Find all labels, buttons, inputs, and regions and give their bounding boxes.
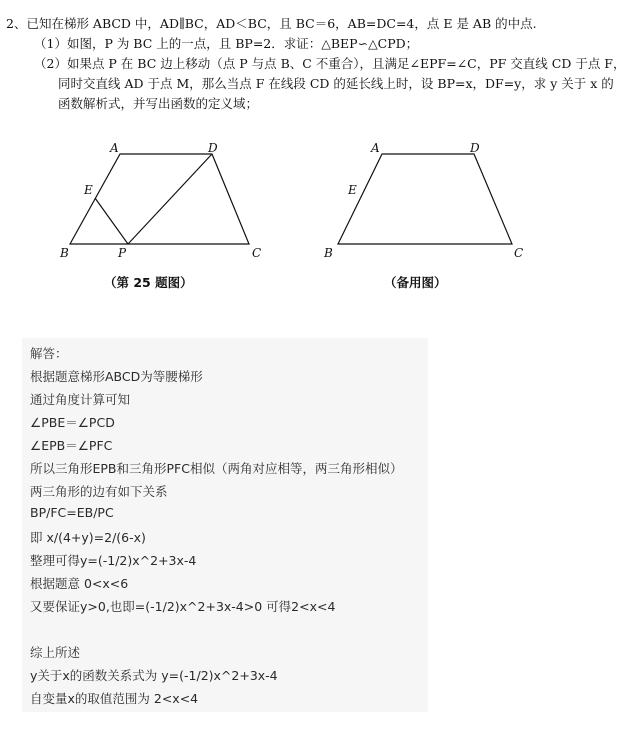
answer-line: y关于x的函数关系式为 y=(-1/2)x^2+3x-4 xyxy=(30,668,278,683)
figure-main xyxy=(50,140,280,270)
trapezoid-outline xyxy=(70,154,249,244)
label-d: D xyxy=(470,141,480,155)
problem-statement xyxy=(6,14,636,114)
label-a: A xyxy=(110,141,119,155)
segment-ep xyxy=(95,198,128,244)
answer-line: 又要保证y>0,也即=(-1/2)x^2+3x-4>0 可得2<x<4 xyxy=(30,599,336,614)
figure-main-caption: （第 25 题图） xyxy=(104,275,193,290)
answer-line: ∠EPB＝∠PFC xyxy=(30,438,113,453)
trapezoid-spare-outline xyxy=(338,154,512,244)
label-c: C xyxy=(252,246,262,260)
answer-panel xyxy=(22,338,428,712)
answer-line: 通过角度计算可知 xyxy=(30,392,131,407)
answer-line: 综上所述 xyxy=(30,645,81,660)
label-e: E xyxy=(348,183,357,197)
label-e: E xyxy=(84,183,93,197)
problem-line: （2）如果点 P 在 BC 边上移动（点 P 与点 B、C 不重合），且满足∠EPF=∠C，PF 交直线 CD 于点 F， xyxy=(34,56,626,71)
segment-pd xyxy=(128,154,212,244)
answer-line: 解答： xyxy=(30,346,68,361)
answer-line: ∠PBE＝∠PCD xyxy=(30,415,115,430)
label-c: C xyxy=(514,246,524,260)
answer-line: 自变量x的取值范围为 2<x<4 xyxy=(30,691,199,706)
answer-line: 两三角形的边有如下关系 xyxy=(30,484,168,499)
answer-line: 根据题意 0<x<6 xyxy=(30,576,129,591)
answer-line: 整理可得y=(-1/2)x^2+3x-4 xyxy=(30,553,197,568)
answer-line: 根据题意梯形ABCD为等腰梯形 xyxy=(30,369,203,384)
label-p: P xyxy=(118,246,127,260)
trapezoid-diagram xyxy=(50,140,280,270)
problem-line: 2、已知在梯形 ABCD 中，AD∥BC，AD＜BC，且 BC＝6，AB=DC=4，点 E 是 AB 的中点. xyxy=(6,16,537,31)
problem-line: （1）如图，P 为 BC 上的一点，且 BP=2．求证：△BEP∽△CPD； xyxy=(34,36,419,51)
trapezoid-spare-diagram xyxy=(318,140,548,270)
answer-line: BP/FC=EB/PC xyxy=(30,505,114,520)
figure-spare-caption: （备用图） xyxy=(384,275,447,290)
figure-spare xyxy=(318,140,548,270)
label-b: B xyxy=(60,246,69,260)
label-d: D xyxy=(208,141,218,155)
problem-line: 同时交直线 AD 于点 M，那么当点 F 在线段 CD 的延长线上时，设 BP=x，DF=y，求 y 关于 x 的 xyxy=(58,76,614,91)
answer-line: 所以三角形EPB和三角形PFC相似（两角对应相等，两三角形相似） xyxy=(30,461,403,476)
label-b: B xyxy=(324,246,333,260)
label-a: A xyxy=(371,141,380,155)
problem-line: 函数解析式，并写出函数的定义域； xyxy=(58,96,259,111)
answer-line: 即 x/(4+y)=2/(6-x) xyxy=(30,530,146,545)
